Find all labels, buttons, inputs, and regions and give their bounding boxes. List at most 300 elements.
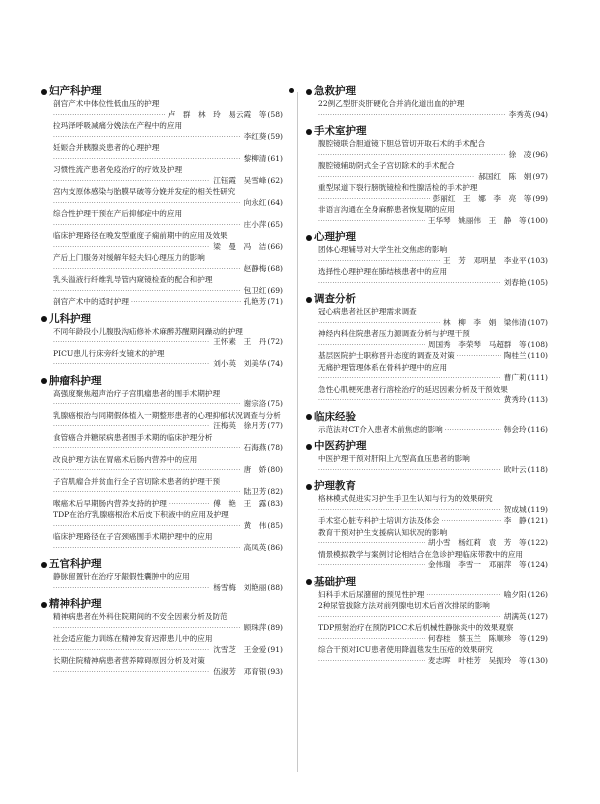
- leader-dots: [318, 341, 425, 352]
- section-heading: [49, 374, 283, 389]
- leader-dots: [318, 396, 501, 407]
- entry-authors: 顾珠萍: [243, 622, 267, 632]
- leader-dots: [53, 265, 241, 276]
- entry-meta: [53, 399, 283, 411]
- section-heading: [49, 84, 283, 99]
- entry-authors: 向永红: [243, 197, 267, 207]
- entry-title: 妊娠合并胰腺炎患者的心理护理: [53, 143, 160, 152]
- entry-page-number: (77): [267, 421, 283, 430]
- toc-entry[interactable]: [49, 433, 283, 455]
- toc-entry[interactable]: [314, 590, 548, 602]
- leader-dots: [318, 111, 506, 122]
- entry-title: 重型尿道下裂行膀胱镜检和性腺活检的手术护理: [318, 183, 478, 192]
- entry-title: 高强度聚焦超声治疗子宫肌瘤患者的围手术期护理: [53, 388, 221, 398]
- entry-meta: [318, 373, 548, 385]
- entry-meta: [318, 172, 548, 184]
- entry-meta: [53, 521, 283, 533]
- entry-page-number: (129): [527, 633, 548, 643]
- entry-title: 腹腔镜联合胆道镜下胆总管切开取石术的手术配合: [318, 139, 486, 148]
- bullet-icon: [306, 129, 312, 135]
- leader-dots: [53, 444, 241, 455]
- entry-meta: [53, 297, 283, 309]
- bullet-icon: [41, 602, 47, 608]
- leader-dots: [318, 319, 440, 330]
- toc-entry[interactable]: [314, 329, 548, 351]
- toc-section: [49, 557, 283, 594]
- leader-dots: [53, 177, 210, 188]
- entry-authors: 赵静梅: [243, 263, 267, 273]
- toc-entry[interactable]: [314, 245, 548, 267]
- entry-meta: [318, 612, 548, 624]
- toc-entry[interactable]: [314, 307, 548, 329]
- entry-title: 示范法对CT介入患者术前焦虑的影响: [318, 424, 443, 434]
- toc-entry[interactable]: [49, 187, 283, 209]
- toc-entry[interactable]: [314, 99, 548, 121]
- section-title: 急救护理: [314, 85, 356, 97]
- section-heading: [314, 292, 548, 307]
- entry-title: 神经内科住院患者压力源调查分析与护理干预: [318, 329, 470, 338]
- entry-meta: [53, 645, 283, 657]
- entry-page-number: (85): [267, 520, 283, 530]
- leader-dots: [318, 561, 425, 572]
- leader-dots: [131, 298, 241, 309]
- toc-entry[interactable]: [314, 351, 548, 363]
- entry-title: 精神病患者在外科住院期间的不安全因素分析及防范: [53, 612, 228, 621]
- entry-meta: [53, 198, 283, 210]
- entry-meta: [53, 667, 283, 679]
- section-heading: [314, 124, 548, 139]
- entry-authors: 黎柳清: [243, 153, 267, 163]
- toc-entry[interactable]: [49, 455, 283, 477]
- entry-meta: [53, 623, 283, 635]
- column-divider: [297, 92, 298, 772]
- section-heading: [314, 439, 548, 454]
- toc-section: [314, 292, 548, 407]
- entry-authors: 包卫红: [243, 285, 267, 295]
- entry-page-number: (118): [527, 464, 548, 474]
- section-title: 五官科护理: [49, 558, 102, 570]
- entry-authors: 卢 群 林 玲 易云霞 等: [167, 109, 267, 119]
- section-heading: [49, 597, 283, 612]
- entry-page-number: (68): [267, 263, 283, 273]
- entry-page-number: (69): [267, 285, 283, 295]
- leader-dots: [318, 613, 501, 624]
- leader-dots: [53, 221, 241, 232]
- entry-authors: 梁 曼 冯 洁: [213, 241, 267, 251]
- entry-title: TDP照射治疗在预防PICC术后机械性静脉炎中的效果观察: [318, 623, 514, 632]
- toc-entry[interactable]: [49, 165, 283, 187]
- entry-title: 腹腔镜辅助阴式全子宫切除术的手术配合: [318, 161, 455, 170]
- entry-meta: [318, 351, 548, 363]
- entry-page-number: (122): [527, 538, 548, 547]
- entry-title: 社会适应能力训练在精神发育迟滞患儿中的应用: [53, 634, 213, 643]
- entry-meta: [53, 583, 283, 595]
- leader-dots: [318, 374, 501, 385]
- entry-title: 产后上门服务对缓解年轻夫妇心理压力的影响: [53, 253, 205, 262]
- entry-title: 非语言沟通在全身麻醉患者恢复期的应用: [318, 205, 455, 214]
- entry-authors: 徐 凌: [508, 149, 532, 159]
- entry-page-number: (94): [532, 109, 548, 119]
- toc-entry[interactable]: [314, 161, 548, 183]
- entry-authors: 贺成城: [503, 504, 527, 514]
- entry-title: 食管癌合并糖尿病患者围手术期的临床护理分析: [53, 432, 213, 442]
- entry-authors: 麦志晖 叶桂芳 吴振玲 等: [427, 655, 527, 665]
- leader-dots: [318, 635, 425, 646]
- entry-authors: 曹广莉: [503, 373, 527, 382]
- entry-authors: 林 柳 李 娟 梁伟清: [443, 317, 527, 327]
- leader-dots: [318, 279, 501, 290]
- section-title: 儿科护理: [49, 312, 91, 325]
- entry-meta: [318, 110, 548, 122]
- section-heading: [49, 312, 283, 327]
- toc-entry[interactable]: [49, 209, 283, 231]
- entry-title: 无痛护理管理体系在骨科护理中的应用: [318, 362, 448, 372]
- entry-authors: 李 静: [503, 516, 527, 525]
- entry-meta: [318, 505, 548, 517]
- entry-meta: [53, 465, 283, 477]
- toc-entry[interactable]: [314, 139, 548, 161]
- entry-authors: 石海燕: [243, 443, 267, 452]
- entry-title: 乳腺癌根治与同期假体植入一期整形患者的心理抑郁状况调查与分析: [53, 410, 281, 420]
- entry-meta: [53, 337, 283, 349]
- section-title: 妇产科护理: [49, 85, 102, 97]
- leader-dots: [318, 195, 430, 206]
- entry-title: 拉玛泽呼吸减痛分娩法在产程中的应用: [53, 121, 183, 130]
- entry-authors: 喻夕阳: [503, 589, 527, 599]
- bullet-icon: [306, 414, 312, 420]
- toc-entry[interactable]: [314, 267, 548, 289]
- entry-meta: [318, 538, 548, 550]
- leader-dots: [53, 360, 210, 371]
- entry-authors: 郝国红 陈 娟: [478, 171, 532, 181]
- entry-title: 宫内支原体感染与胎膜早破等分娩并发症的相关性研究: [53, 187, 236, 196]
- entry-authors: 唐 娇: [243, 465, 267, 474]
- entry-title: 急性心肌梗死患者行溶栓治疗的延迟因素分析及干预效果: [318, 384, 508, 394]
- toc-entry[interactable]: [49, 612, 283, 634]
- entry-title: 综合干预对ICU患者使用降温毯发生压疮的效果研究: [318, 645, 493, 654]
- toc-entry[interactable]: [49, 275, 283, 297]
- entry-authors: 胡小雪 杨红莉 袁 芳 等: [427, 538, 527, 547]
- entry-page-number: (96): [532, 149, 548, 159]
- toc-section: [314, 410, 548, 437]
- entry-authors: 韩会玲: [503, 424, 527, 434]
- entry-page-number: (91): [267, 644, 283, 654]
- entry-page-number: (83): [267, 498, 283, 508]
- leader-dots: [53, 646, 210, 657]
- leader-dots: [53, 522, 241, 533]
- leader-dots: [53, 668, 210, 679]
- entry-authors: 王 芳 邓明星 李业平: [443, 255, 527, 265]
- entry-authors: 何春桂 蔡玉兰 陈顺珍 等: [427, 633, 527, 643]
- entry-authors: 傅 艳 王 露: [213, 498, 267, 508]
- entry-page-number: (74): [267, 359, 283, 368]
- toc-entry[interactable]: [314, 205, 548, 227]
- entry-authors: 刘春艳: [503, 277, 527, 287]
- entry-page-number: (111): [527, 373, 548, 382]
- toc-section: [49, 312, 283, 371]
- toc-entry[interactable]: [314, 645, 548, 667]
- entry-title: TDP在治疗乳腺癌根治术后皮下积液中的应用及护理: [53, 510, 229, 519]
- entry-authors: 李红葵: [243, 131, 267, 141]
- entry-meta: [318, 465, 548, 477]
- toc-section: [314, 439, 548, 476]
- entry-page-number: (72): [267, 337, 283, 346]
- entry-page-number: (116): [527, 424, 548, 434]
- top-dot-ornament: [289, 88, 294, 93]
- entry-title: 2种尿管拔除方法对前列腺电切术后首次排尿的影响: [318, 601, 490, 610]
- entry-title: 选择性心理护理在肺结核患者中的应用: [318, 267, 448, 276]
- entry-authors: 伍淑芳 邓育银: [213, 666, 267, 676]
- section-heading: [314, 230, 548, 245]
- entry-meta: [318, 634, 548, 646]
- toc-entry[interactable]: [314, 516, 548, 528]
- toc-entry[interactable]: [49, 231, 283, 253]
- toc-entry[interactable]: [49, 349, 283, 371]
- entry-title: 剖宫产术中体位性低血压的护理: [53, 99, 160, 108]
- toc-entry[interactable]: [49, 327, 283, 349]
- entry-page-number: (65): [267, 219, 283, 229]
- entry-authors: 孔艳芳: [243, 297, 267, 306]
- entry-meta: [53, 499, 283, 511]
- entry-page-number: (100): [527, 215, 548, 225]
- leader-dots: [53, 287, 241, 298]
- leader-dots: [457, 352, 501, 363]
- entry-title: 教育干预对护生支援病认知状况的影响: [318, 527, 448, 537]
- entry-authors: 彭丽红 王 娜 李 亮 等: [432, 193, 532, 203]
- entry-page-number: (59): [267, 131, 283, 141]
- entry-title: 中医护理干预对肝阳上亢型高血压患者的影响: [318, 454, 470, 463]
- toc-entry[interactable]: [49, 572, 283, 594]
- entry-title: 综合性护理干预在产后抑郁症中的应用: [53, 209, 183, 218]
- entry-meta: [318, 256, 548, 268]
- entry-meta: [53, 421, 283, 433]
- entry-meta: [53, 242, 283, 254]
- toc-section: [49, 84, 283, 309]
- entry-page-number: (124): [527, 560, 548, 569]
- entry-page-number: (126): [527, 589, 548, 599]
- toc-entry[interactable]: [49, 121, 283, 143]
- leader-dots: [318, 657, 425, 668]
- entry-authors: 李秀英: [508, 109, 532, 119]
- entry-title: 22例乙型肝炎肝硬化合并消化道出血的护理: [318, 99, 465, 108]
- entry-title: 临床护理路径在晚发型重度子痫前期中的应用及效果: [53, 231, 228, 240]
- entry-title: 基层医院护士职称晋升态度的调查及对策: [318, 351, 455, 360]
- bullet-icon: [41, 562, 47, 568]
- toc-entry[interactable]: [314, 425, 548, 437]
- entry-page-number: (86): [267, 542, 283, 552]
- entry-meta: [318, 278, 548, 290]
- entry-authors: 黄秀玲: [503, 395, 527, 404]
- section-title: 肿瘤科护理: [49, 374, 102, 387]
- toc-entry[interactable]: [49, 143, 283, 165]
- section-title: 中医药护理: [314, 440, 367, 452]
- entry-meta: [53, 359, 283, 371]
- entry-title: 乳头溢液行纤维乳导管内窥镜检查的配合和护理: [53, 275, 213, 284]
- entry-meta: [53, 132, 283, 144]
- entry-page-number: (93): [267, 666, 283, 676]
- toc-right-column: [314, 84, 548, 670]
- leader-dots: [442, 517, 501, 528]
- toc-entry[interactable]: [314, 385, 548, 407]
- leader-dots: [445, 426, 501, 437]
- entry-title: 改良护理方法在胃癌术后肠内营养中的应用: [53, 454, 198, 464]
- leader-dots: [53, 338, 210, 349]
- entry-meta: [53, 220, 283, 232]
- toc-entry[interactable]: [49, 297, 283, 309]
- entry-meta: [53, 264, 283, 276]
- toc-entry[interactable]: [314, 550, 548, 572]
- entry-title: 团体心理辅导对大学生社交焦虑的影响: [318, 245, 448, 254]
- section-heading: [49, 557, 283, 572]
- entry-title: 习惯性流产患者免疫治疗的疗效及护理: [53, 165, 183, 174]
- toc-entry[interactable]: [49, 389, 283, 411]
- entry-authors: 谢宗洛: [243, 399, 267, 408]
- entry-page-number: (58): [267, 109, 283, 119]
- toc-entry[interactable]: [49, 656, 283, 678]
- toc-section: [314, 124, 548, 227]
- section-title: 护理教育: [314, 480, 356, 492]
- entry-meta: [53, 110, 283, 122]
- entry-meta: [53, 154, 283, 166]
- leader-dots: [53, 111, 165, 122]
- toc-entry[interactable]: [49, 510, 283, 532]
- entry-page-number: (71): [267, 297, 283, 306]
- entry-title: PICU患儿行床旁纤支镜术的护理: [53, 348, 165, 358]
- entry-page-number: (89): [267, 622, 283, 632]
- section-title: 调查分析: [314, 293, 356, 305]
- toc-section: [314, 479, 548, 572]
- bullet-icon: [306, 89, 312, 95]
- entry-meta: [318, 194, 548, 206]
- toc-entry[interactable]: [314, 494, 548, 516]
- leader-dots: [53, 155, 241, 166]
- entry-authors: 杨雪梅 刘艳丽: [213, 582, 267, 592]
- entry-meta: [53, 176, 283, 188]
- entry-authors: 王华琴 姚丽伟 王 静 等: [427, 215, 527, 225]
- toc-entry[interactable]: [49, 499, 283, 511]
- toc-entry[interactable]: [49, 532, 283, 554]
- entry-page-number: (97): [532, 171, 548, 181]
- toc-entry[interactable]: [49, 477, 283, 499]
- entry-title: 情景模拟教学与案例讨论相结合在急诊护理临床带教中的应用: [318, 549, 524, 559]
- leader-dots: [318, 173, 475, 184]
- entry-page-number: (127): [527, 611, 548, 621]
- entry-authors: 陆卫芳: [243, 487, 267, 496]
- entry-page-number: (64): [267, 197, 283, 207]
- toc-entry[interactable]: [49, 253, 283, 275]
- leader-dots: [53, 243, 210, 254]
- leader-dots: [53, 199, 241, 210]
- entry-meta: [53, 543, 283, 555]
- toc-section: [49, 597, 283, 678]
- entry-page-number: (103): [527, 255, 548, 265]
- entry-page-number: (78): [267, 443, 283, 452]
- section-heading: [314, 84, 548, 99]
- bullet-icon: [306, 484, 312, 490]
- bullet-icon: [41, 89, 47, 95]
- toc-entry[interactable]: [49, 99, 283, 121]
- leader-dots: [53, 488, 241, 499]
- entry-authors: 庄小萍: [243, 219, 267, 229]
- entry-meta: [318, 590, 548, 602]
- leader-dots: [318, 506, 501, 517]
- section-heading: [314, 575, 548, 590]
- entry-authors: 欧叶云: [503, 464, 527, 474]
- leader-dots: [53, 422, 210, 433]
- leader-dots: [53, 466, 241, 477]
- entry-page-number: (99): [532, 193, 548, 203]
- entry-page-number: (62): [267, 175, 283, 185]
- entry-page-number: (107): [527, 317, 548, 327]
- leader-dots: [318, 539, 425, 550]
- entry-page-number: (80): [267, 465, 283, 474]
- leader-dots: [53, 133, 241, 144]
- entry-authors: 沈雪芝 王金爱: [213, 644, 267, 654]
- leader-dots: [53, 624, 241, 635]
- toc-entry[interactable]: [49, 411, 283, 433]
- toc-left-column: [49, 84, 283, 681]
- entry-page-number: (121): [527, 516, 548, 525]
- entry-authors: 江钰霞 吴雪峰: [213, 175, 267, 185]
- toc-entry[interactable]: [314, 623, 548, 645]
- entry-page-number: (113): [527, 395, 548, 404]
- leader-dots: [426, 591, 500, 602]
- leader-dots: [318, 151, 506, 162]
- entry-page-number: (110): [527, 351, 548, 360]
- entry-title: 不同年龄段小儿腹股沟疝修补术麻醉苏醒期间躁动的护理: [53, 326, 243, 336]
- entry-title: 格林模式促进实习护生手卫生认知与行为的效果研究: [318, 494, 493, 503]
- entry-meta: [318, 516, 548, 528]
- toc-entry[interactable]: [314, 454, 548, 476]
- section-title: 临床经验: [314, 410, 356, 423]
- entry-page-number: (119): [527, 504, 548, 514]
- entry-authors: 金伟瑞 李雪一 邓丽萍 等: [427, 560, 527, 569]
- entry-page-number: (75): [267, 399, 283, 408]
- entry-meta: [53, 443, 283, 455]
- bullet-icon: [306, 579, 312, 585]
- entry-meta: [318, 340, 548, 352]
- bullet-icon: [306, 444, 312, 450]
- toc-entry[interactable]: [314, 601, 548, 623]
- entry-authors: 刘小英 刘美华: [213, 359, 267, 368]
- toc-section: [314, 230, 548, 289]
- bullet-icon: [306, 297, 312, 303]
- entry-page-number: (108): [527, 339, 548, 349]
- toc-entry[interactable]: [314, 528, 548, 550]
- bullet-icon: [41, 378, 47, 384]
- toc-entry[interactable]: [49, 634, 283, 656]
- toc-section: [314, 84, 548, 121]
- entry-title: 喉癌术后早期肠内营养支持的护理: [53, 498, 167, 508]
- toc-entry[interactable]: [314, 183, 548, 205]
- entry-meta: [53, 286, 283, 298]
- toc-section: [314, 575, 548, 668]
- entry-title: 冠心病患者社区护理需求调查: [318, 307, 417, 316]
- entry-title: 子宫肌瘤合并贫血行全子宫切除术患者的护理干预: [53, 476, 221, 486]
- entry-title: 长期住院精神病患者营养障碍原因分析及对策: [53, 656, 205, 665]
- entry-meta: [318, 656, 548, 668]
- entry-authors: 汪梅英 徐月芳: [213, 421, 267, 430]
- entry-page-number: (130): [527, 655, 548, 665]
- section-title: 基础护理: [314, 575, 356, 588]
- toc-entry[interactable]: [314, 363, 548, 385]
- entry-authors: 陶桂兰: [503, 351, 527, 360]
- entry-title: 妇科手术后尿潴留的预见性护理: [318, 589, 425, 599]
- entry-page-number: (88): [267, 582, 283, 592]
- entry-meta: [53, 487, 283, 499]
- leader-dots: [53, 544, 241, 555]
- section-title: 精神科护理: [49, 598, 102, 610]
